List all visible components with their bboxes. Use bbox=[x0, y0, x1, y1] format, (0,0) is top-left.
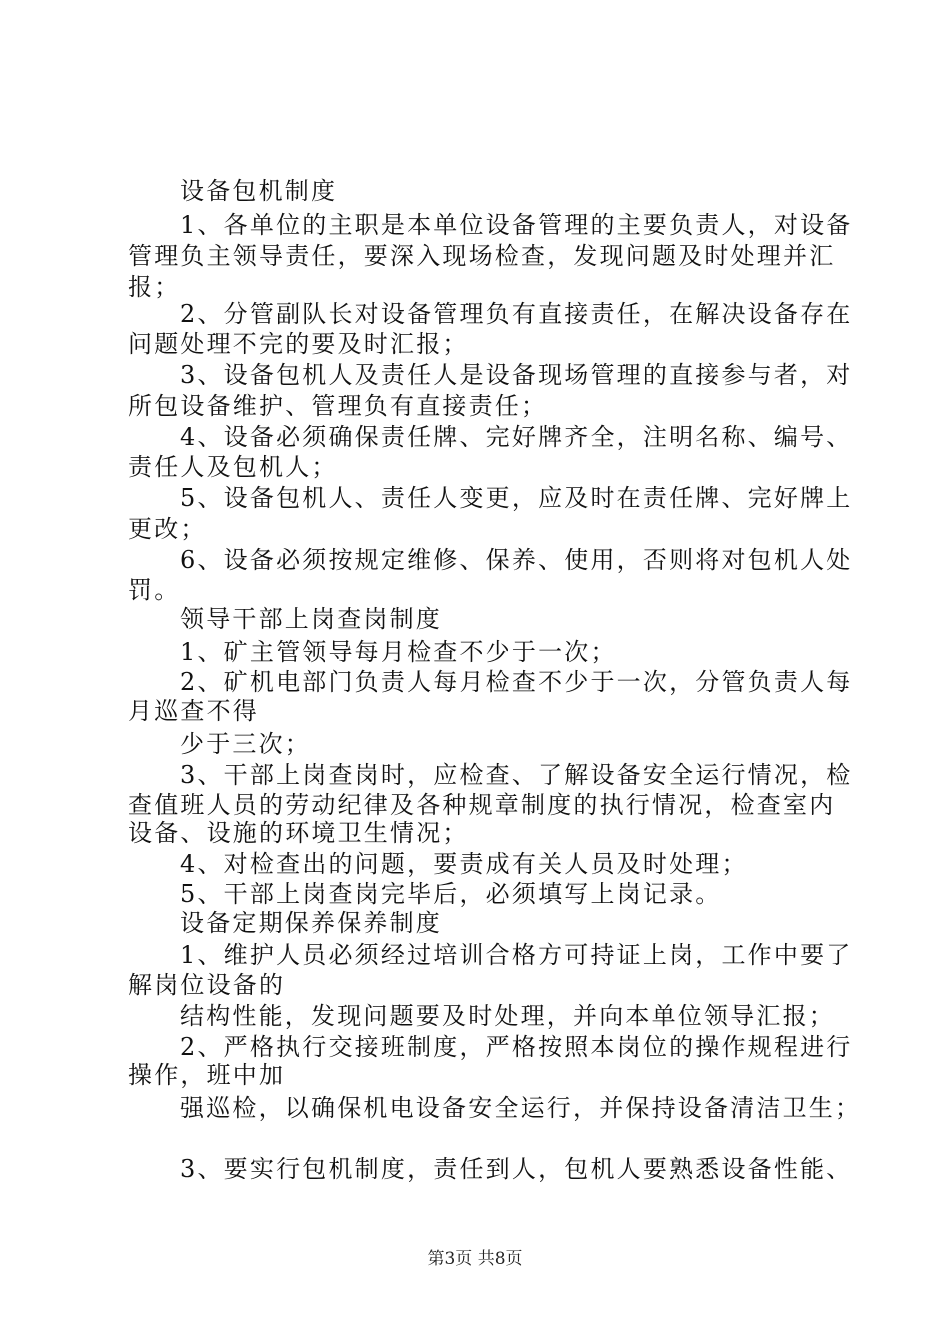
text-line: 1、各单位的主职是本单位设备管理的主要负责人，对设备 bbox=[180, 211, 853, 239]
text-line: 2、严格执行交接班制度，严格按照本岗位的操作规程进行 bbox=[180, 1033, 853, 1061]
text-line: 5、设备包机人、责任人变更，应及时在责任牌、完好牌上 bbox=[180, 484, 853, 512]
text-line: 查值班人员的劳动纪律及各种规章制度的执行情况，检查室内 bbox=[128, 791, 836, 819]
text-line: 3、干部上岗查岗时，应检查、了解设备安全运行情况，检 bbox=[180, 761, 853, 789]
text-line: 操作，班中加 bbox=[128, 1061, 286, 1089]
text-line: 罚。 bbox=[128, 576, 181, 604]
text-line: 4、设备必须确保责任牌、完好牌齐全，注明名称、编号、 bbox=[180, 423, 853, 451]
text-line: 少于三次； bbox=[180, 730, 311, 758]
text-line: 6、设备必须按规定维修、保养、使用，否则将对包机人处 bbox=[180, 546, 853, 574]
page-footer: 第3页 共8页 bbox=[427, 1249, 523, 1269]
text-line: 3、要实行包机制度，责任到人，包机人要熟悉设备性能、 bbox=[180, 1155, 853, 1183]
text-line: 5、干部上岗查岗完毕后，必须填写上岗记录。 bbox=[180, 880, 722, 908]
text-line: 月巡查不得 bbox=[128, 697, 259, 725]
text-line: 结构性能，发现问题要及时处理，并向本单位领导汇报； bbox=[180, 1002, 835, 1030]
text-line: 所包设备维护、管理负有直接责任； bbox=[128, 392, 548, 420]
text-line: 4、对检查出的问题，要责成有关人员及时处理； bbox=[180, 850, 748, 878]
text-line: 强巡检，以确保机电设备安全运行，并保持设备清洁卫生； bbox=[180, 1094, 862, 1122]
text-line: 1、矿主管领导每月检查不少于一次； bbox=[180, 638, 617, 666]
text-line: 2、分管副队长对设备管理负有直接责任，在解决设备存在 bbox=[180, 300, 853, 328]
text-line: 1、维护人员必须经过培训合格方可持证上岗，工作中要了 bbox=[180, 941, 853, 969]
text-line: 管理负主领导责任，要深入现场检查，发现问题及时处理并汇 bbox=[128, 242, 836, 270]
text-line: 设备、设施的环境卫生情况； bbox=[128, 819, 469, 847]
section-heading-leader-inspection: 领导干部上岗查岗制度 bbox=[180, 605, 442, 633]
section-heading-equipment-responsibility: 设备包机制度 bbox=[180, 177, 338, 205]
section-heading-periodic-maintenance: 设备定期保养保养制度 bbox=[180, 909, 442, 937]
text-line: 解岗位设备的 bbox=[128, 971, 286, 999]
text-line: 问题处理不完的要及时汇报； bbox=[128, 330, 469, 358]
text-line: 报； bbox=[128, 273, 181, 301]
text-line: 3、设备包机人及责任人是设备现场管理的直接参与者，对 bbox=[180, 361, 853, 389]
text-line: 2、矿机电部门负责人每月检查不少于一次，分管负责人每 bbox=[180, 668, 853, 696]
text-line: 更改； bbox=[128, 515, 207, 543]
text-line: 责任人及包机人； bbox=[128, 453, 338, 481]
